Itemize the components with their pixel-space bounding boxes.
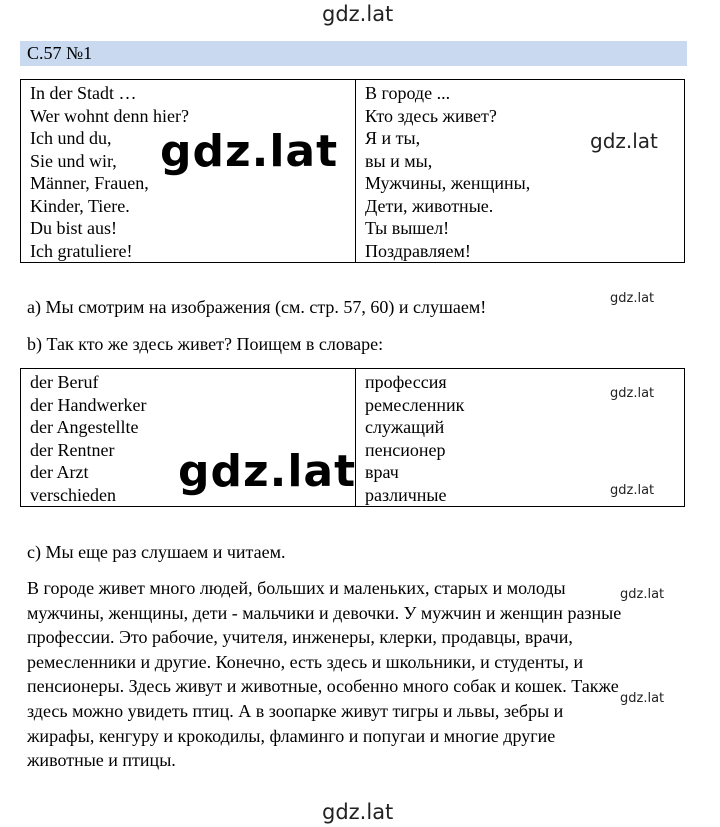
watermark: gdz.lat (590, 129, 658, 153)
text-line: здесь можно увидеть птиц. А в зоопарке живут тигры и львы, зебры и (27, 701, 564, 721)
phrases-table (20, 79, 685, 263)
watermark: gdz.lat (620, 691, 665, 706)
german-word: verschieden (30, 484, 116, 505)
german-line: Männer, Frauen, (30, 173, 149, 193)
task-c-text: c) Мы еще раз слушаем и читаем. (27, 542, 286, 562)
watermark-large: gdz.lat (178, 446, 357, 497)
russian-line: Кто здесь живет? (365, 105, 497, 126)
german-word: der Arzt (30, 462, 89, 482)
russian-word: пенсионер (365, 439, 446, 460)
table-row (21, 80, 685, 263)
text-line: жирафы, кенгуру и крокодилы, фламинго и попугаи и многие другие (27, 725, 556, 746)
russian-word: различные (365, 484, 447, 505)
watermark: gdz.lat (610, 483, 655, 498)
german-line: Sie und wir, (30, 150, 117, 171)
russian-line: Я и ты, (365, 128, 421, 148)
russian-word: служащий (365, 417, 445, 437)
russian-line: Мужчины, женщины, (365, 173, 531, 193)
watermark: gdz.lat (610, 291, 655, 306)
text-line: животные и птицы. (27, 750, 176, 771)
russian-line: В городе ... (365, 83, 451, 103)
russian-column (356, 80, 685, 263)
german-word: der Rentner (30, 439, 115, 460)
german-line: Ich und du, (30, 128, 112, 148)
russian-line: Ты вышел! (365, 218, 450, 238)
watermark-large: gdz.lat (160, 126, 339, 177)
watermark: gdz.lat (620, 587, 665, 602)
russian-line: Дети, животные. (365, 195, 494, 216)
german-word: der Angestellte (30, 417, 139, 437)
watermark: gdz.lat (610, 386, 655, 401)
russian-line: вы и мы, (365, 150, 433, 171)
german-line: Kinder, Tiere. (30, 195, 130, 216)
text-line: мужчины, женщины, дети - мальчики и девочки. У мужчин и женщин разные (27, 602, 622, 623)
text-line: профессии. Это рабочие, учителя, инженеры, клерки, продавцы, врачи, (27, 627, 573, 648)
german-line: Du bist aus! (30, 218, 117, 238)
text-line: В городе живет много людей, больших и маленьких, старых и молоды (27, 578, 566, 598)
russian-line: Поздравляем! (365, 240, 471, 261)
header-bar (20, 41, 687, 66)
russian-word: профессия (365, 372, 447, 392)
task-a-text: a) Мы смотрим на изображения (см. стр. 57, 60) и слушаем! (27, 297, 487, 317)
watermark-bottom: gdz.lat (322, 800, 394, 824)
page-title: С.57 №1 (27, 43, 93, 63)
text-line: ремесленники и другие. Конечно, есть здесь и школьники, и студенты, и (27, 651, 584, 672)
german-line: Ich gratuliere! (30, 240, 133, 261)
text-line: пенсионеры. Здесь живут и животные, особенно много собак и кошек. Также (27, 676, 619, 697)
german-word: der Beruf (30, 372, 99, 392)
russian-word: врач (365, 462, 399, 482)
watermark-top: gdz.lat (322, 2, 394, 26)
russian-word: ремесленник (365, 394, 465, 415)
german-line: In der Stadt … (30, 83, 137, 103)
task-b-text: b) Так кто же здесь живет? Поищем в словаре: (27, 334, 384, 354)
german-line: Wer wohnt denn hier? (30, 105, 189, 126)
german-word: der Handwerker (30, 394, 147, 415)
